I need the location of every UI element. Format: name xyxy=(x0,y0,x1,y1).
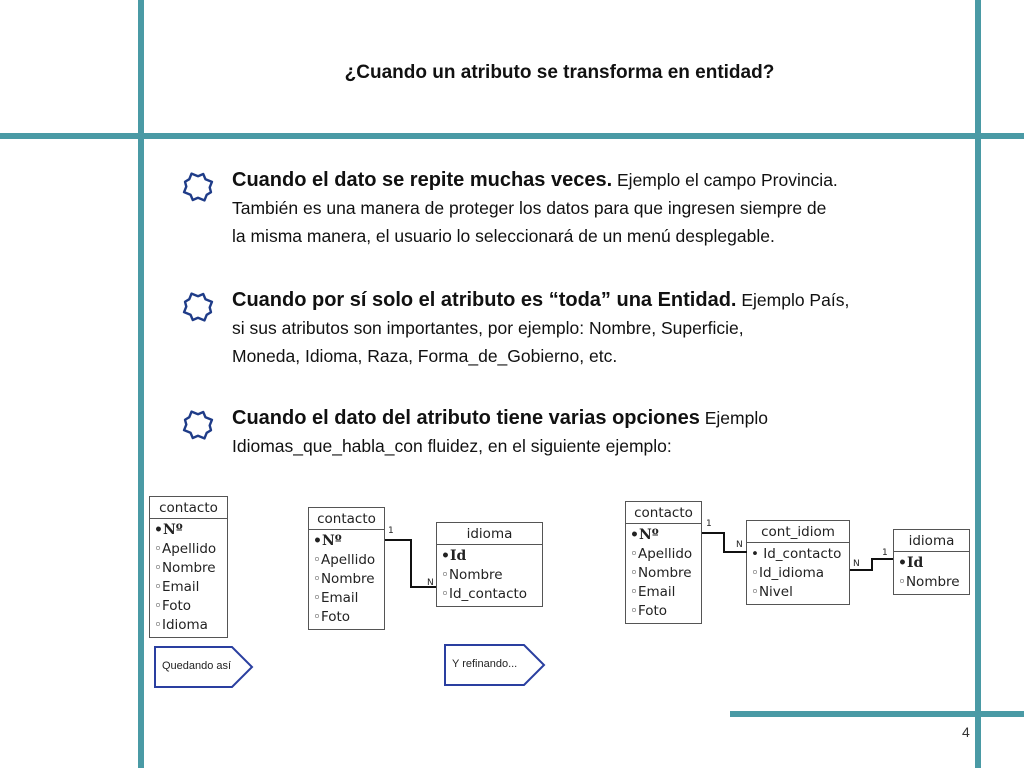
table-row: ◦Apellido xyxy=(630,546,693,562)
bullet-3-text xyxy=(232,404,942,460)
table-row: ◦Id_idioma xyxy=(751,565,825,581)
table-row: •Nº xyxy=(630,527,659,543)
table-row: •Nº xyxy=(154,522,183,538)
star-bullet-icon xyxy=(182,290,214,322)
bullet-3 xyxy=(182,404,942,460)
table-header: contacto xyxy=(150,497,227,519)
d1-arrow-callout xyxy=(154,646,254,688)
table-header: cont_idiom xyxy=(747,521,849,543)
bullet-1-text xyxy=(232,166,942,250)
bullet-1-line1: Ejemplo el campo Provincia. xyxy=(612,170,838,190)
cardinality-label: N xyxy=(427,578,434,588)
d2-idioma-table xyxy=(436,522,543,607)
d2-contacto-table xyxy=(308,507,385,630)
table-row: ◦Nombre xyxy=(898,574,960,590)
bullet-1-line2: También es una manera de proteger los datos para que ingresen siempre de xyxy=(232,198,827,218)
d2-arrow-callout xyxy=(444,644,546,686)
table-header: idioma xyxy=(437,523,542,545)
cardinality-label: 1 xyxy=(706,519,712,529)
table-row: ◦Nombre xyxy=(313,571,375,587)
bullet-2-bold: Cuando por sí solo el atributo es “toda” una Entidad. xyxy=(232,289,737,311)
cardinality-label: N xyxy=(736,540,743,550)
bullet-3-line1: Ejemplo xyxy=(699,408,768,428)
cardinality-label: N xyxy=(853,559,860,569)
table-row: ◦Nivel xyxy=(751,584,793,600)
bullet-3-line2: Idiomas_que_habla_con fluidez, en el siguiente ejemplo: xyxy=(232,436,672,456)
frame-line-bottom xyxy=(730,711,1024,717)
star-bullet-icon xyxy=(182,170,214,202)
table-row: ◦Id_contacto xyxy=(441,586,528,602)
table-header: idioma xyxy=(894,530,969,552)
cardinality-label: 1 xyxy=(388,526,394,536)
table-row: • Id_contacto xyxy=(751,546,842,562)
table-row: ◦Foto xyxy=(313,609,351,625)
table-row: •Id xyxy=(898,555,924,571)
d1-arrow-label: Quedando así xyxy=(162,660,232,672)
table-row: ◦Apellido xyxy=(154,541,217,557)
table-row: •Nº xyxy=(313,533,342,549)
bullet-2 xyxy=(182,286,942,370)
bullet-1-bold: Cuando el dato se repite muchas veces. xyxy=(232,169,613,191)
frame-line-right xyxy=(975,0,981,768)
table-row: ◦Apellido xyxy=(313,552,376,568)
d1-contacto-table xyxy=(149,496,228,638)
slide-title: ¿Cuando un atributo se transforma en entidad? xyxy=(344,62,775,83)
bullet-1-line3: la misma manera, el usuario lo seleccionará de un menú desplegable. xyxy=(232,226,775,246)
d3-contacto-table xyxy=(625,501,702,624)
bullet-1 xyxy=(182,166,942,250)
bullet-2-line2: si sus atributos son importantes, por ejemplo: Nombre, Superficie, xyxy=(232,318,744,338)
bullet-2-text xyxy=(232,286,942,370)
d3-cont-idiom-table xyxy=(746,520,850,605)
table-row: ◦Email xyxy=(313,590,359,606)
table-row: ◦Email xyxy=(630,584,676,600)
table-header: contacto xyxy=(626,502,701,524)
table-row: ◦Email xyxy=(154,579,200,595)
d2-arrow-label: Y refinando... xyxy=(452,658,518,670)
table-header: contacto xyxy=(309,508,384,530)
table-row: •Id xyxy=(441,548,467,564)
page-number: 4 xyxy=(962,724,970,740)
table-row: ◦Nombre xyxy=(154,560,216,576)
table-row: ◦Nombre xyxy=(441,567,503,583)
table-row: ◦Idioma xyxy=(154,617,208,633)
table-row: ◦Foto xyxy=(154,598,192,614)
table-row: ◦Foto xyxy=(630,603,668,619)
bullet-2-line1: Ejemplo País, xyxy=(736,290,850,310)
bullet-3-bold: Cuando el dato del atributo tiene varias opciones xyxy=(232,407,700,429)
frame-line-top xyxy=(0,133,1024,139)
table-row: ◦Nombre xyxy=(630,565,692,581)
star-bullet-icon xyxy=(182,408,214,440)
bullet-2-line3: Moneda, Idioma, Raza, Forma_de_Gobierno, etc. xyxy=(232,346,618,366)
frame-line-left xyxy=(138,0,144,768)
d3-idioma-table xyxy=(893,529,970,595)
cardinality-label: 1 xyxy=(882,548,888,558)
